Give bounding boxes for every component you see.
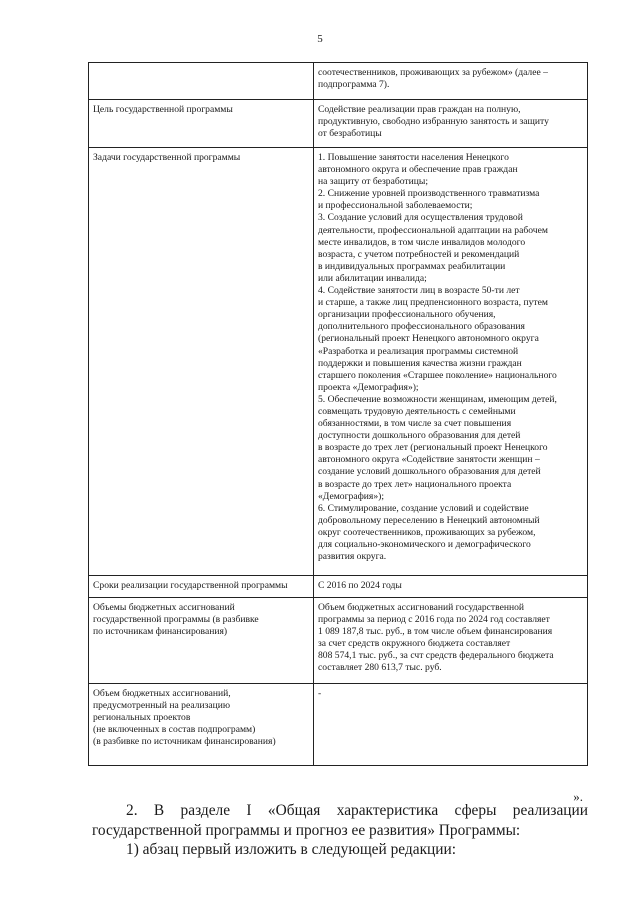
cell-text-line: от безработицы <box>318 128 382 140</box>
program-passport-table <box>88 62 588 766</box>
cell-text-line: соотечественников, проживающих за рубежом» (далее – <box>318 67 548 78</box>
table-cell-value <box>314 100 588 148</box>
cell-text-line: и старше, а также лиц предпенсионного возраста, путем <box>318 297 548 309</box>
cell-text-line: старшего поколения «Старшее поколение» национального <box>318 369 557 381</box>
cell-text-line: 4. Содействие занятости лиц в возрасте 50-ти лет <box>318 285 520 297</box>
cell-text-line: в индивидуальных программах реабилитации <box>318 260 506 272</box>
cell-text-line: добровольному переселению в Ненецкий автономный <box>318 514 540 526</box>
cell-text-line: на защиту от безработицы; <box>318 176 428 188</box>
cell-text-line: предусмотренный на реализацию <box>93 700 231 712</box>
cell-text-line: обязанностями, в том числе за счет повышения <box>318 418 512 430</box>
cell-text-line: поддержки и повышения качества жизни граждан <box>318 357 522 369</box>
cell-text-line: округ соотечественников, проживающих за рубежом, <box>318 526 536 538</box>
cell-text-line: Содействие реализации прав граждан на полную, <box>318 104 521 115</box>
cell-text-line: автономного округа и обеспечение прав граждан <box>318 164 518 176</box>
cell-text-line: за счет средств окружного бюджета составляет <box>318 638 511 650</box>
table-cell-value <box>314 598 588 684</box>
table-cell-value <box>314 63 588 100</box>
cell-text-line: 1 089 187,8 тыс. руб., в том числе объем финансирования <box>318 626 553 638</box>
cell-text-line: и профессиональной заболеваемости; <box>318 200 473 212</box>
table-cell-label <box>89 684 314 766</box>
cell-text-line: деятельности, профессиональной адаптации на рабочем <box>318 224 548 236</box>
table-cell-value <box>314 576 588 598</box>
cell-text-line: региональных проектов <box>93 712 191 724</box>
table-cell-value <box>314 148 588 576</box>
cell-text-line: 2. Снижение уровней производственного травматизма <box>318 188 540 200</box>
cell-text-line: (региональный проект Ненецкого автономного округа <box>318 333 539 345</box>
cell-text-line: 6. Стимулирование, создание условий и содействие <box>318 502 529 514</box>
cell-text-line: 5. Обеспечение возможности женщинам, имеющим детей, <box>318 393 557 405</box>
cell-text-line: Объем бюджетных ассигнований, <box>93 688 231 699</box>
cell-text-line: Объем бюджетных ассигнований государственной <box>318 602 525 613</box>
table-row <box>89 684 588 766</box>
amendment-paragraph: 1) абзац первый изложить в следующей редакции: <box>126 841 457 858</box>
cell-text-line: по источникам финансирования) <box>93 626 228 638</box>
cell-text-line: проекта «Демография»); <box>318 381 419 393</box>
table-cell-label <box>89 148 314 576</box>
cell-text-line: государственной программы (в разбивке <box>93 614 259 626</box>
cell-text-line: (не включенных в состав подпрограмм) <box>93 724 256 736</box>
table-cell-label <box>89 63 314 100</box>
cell-text-line: Сроки реализации государственной программы <box>93 580 288 591</box>
cell-text-line: для социально-экономического и демографического <box>318 539 531 550</box>
cell-text-line: подпрограмма 7). <box>318 79 390 91</box>
table-row <box>89 148 588 576</box>
cell-text-line: «Демография»); <box>318 490 384 502</box>
cell-text-line: или абилитации инвалида; <box>318 272 427 284</box>
table-row <box>89 576 588 598</box>
table-row <box>89 598 588 684</box>
table-cell-label <box>89 598 314 684</box>
cell-text-line: (в разбивке по источникам финансирования) <box>93 736 276 748</box>
cell-text-line: 3. Создание условий для осуществления трудовой <box>318 212 523 224</box>
table-cell-label <box>89 100 314 148</box>
cell-text-line: Задачи государственной программы <box>93 152 241 163</box>
cell-text-line: С 2016 по 2024 годы <box>318 580 402 591</box>
cell-text-line: совмещать трудовую деятельность с семейными <box>318 405 516 417</box>
cell-text-line: автономного округа «Содействие занятости женщин – <box>318 454 540 466</box>
table-cell-label <box>89 576 314 598</box>
amendment-paragraph: 2. В разделе I «Общая характеристика сферы реализации государственной программы и прогноз ее развития» Программы: <box>92 802 588 839</box>
cell-text-line: программы за период с 2016 года по 2024 год составляет <box>318 614 550 626</box>
cell-text-line: организации профессионального обучения, <box>318 309 496 321</box>
cell-text-line: дополнительного профессионального образования <box>318 321 525 333</box>
cell-text-line: месте инвалидов, в том числе инвалидов молодого <box>318 236 526 248</box>
cell-text-line: составляет 280 613,7 тыс. руб. <box>318 662 442 674</box>
cell-text-line: развития округа. <box>318 551 387 563</box>
cell-text-line: продуктивную, свободно избранную занятость и защиту <box>318 116 549 128</box>
cell-text-line: 1. Повышение занятости населения Ненецкого <box>318 152 509 163</box>
cell-text-line: «Разработка и реализация программы системной <box>318 345 519 357</box>
cell-text-line: доступности дошкольного образования для детей <box>318 430 521 442</box>
page-number: 5 <box>317 33 323 45</box>
table-row <box>89 63 588 100</box>
cell-text-line: Цель государственной программы <box>93 104 233 115</box>
closing-quote-mark: ». <box>573 789 583 804</box>
cell-text-line: возраста, с учетом потребностей и рекомендаций <box>318 248 520 260</box>
cell-text-line: 808 574,1 тыс. руб., за счт средств федерального бюджета <box>318 650 554 662</box>
table-cell-value <box>314 684 588 766</box>
cell-text-line: - <box>318 688 322 699</box>
cell-text-line: в возрасте до трех лет (региональный проект Ненецкого <box>318 442 548 454</box>
table-row <box>89 100 588 148</box>
cell-text-line: создание условий дошкольного образования для детей <box>318 466 541 478</box>
cell-text-line: Объемы бюджетных ассигнований <box>93 602 235 613</box>
cell-text-line: в возрасте до трех лет» национального проекта <box>318 478 512 490</box>
